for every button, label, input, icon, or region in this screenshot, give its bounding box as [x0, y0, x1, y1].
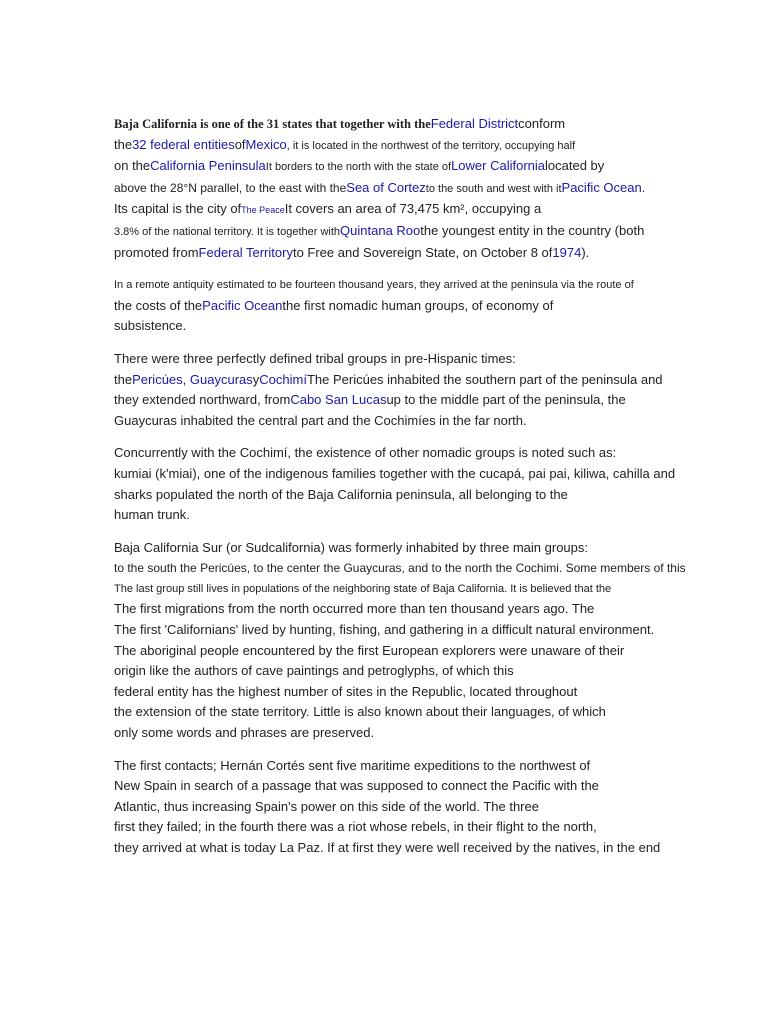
text-run: Its capital is the city of [114, 201, 242, 217]
text-run: above the 28°N parallel, to the east with the [114, 180, 347, 195]
text-line: subsistence. [114, 318, 187, 334]
link-1974[interactable]: 1974 [552, 244, 582, 260]
text-line: the extension of the state territory. Little is also known about their languages, of which [114, 704, 606, 720]
text-line: In a remote antiquity estimated to be fourteen thousand years, they arrived at the peninsula via the route of [114, 279, 634, 292]
paragraph-first-contacts [114, 756, 754, 859]
paragraph-intro [114, 114, 754, 263]
link-mexico[interactable]: Mexico [245, 136, 287, 152]
text-run: the youngest entity in the country (both [420, 222, 645, 238]
text-run: , [182, 371, 190, 387]
text-run: y [252, 371, 260, 387]
text-run: the [114, 371, 133, 387]
text-line [114, 243, 754, 264]
text-line: New Spain in search of a passage that was supposed to connect the Pacific with the [114, 778, 599, 794]
text-run: up to the middle part of the peninsula, the [386, 392, 626, 408]
document-body [114, 114, 754, 871]
text-line: sharks populated the north of the Baja California peninsula, all belonging to the [114, 486, 568, 502]
text-run: , it is located in the northwest of the territory, occupying half [286, 139, 576, 152]
text-run: to Free and Sovereign State, on October 8 of [292, 244, 553, 260]
link-federal-entities[interactable]: 32 federal entities [132, 136, 235, 152]
text-run: conform [518, 116, 566, 131]
text-line: to the south the Pericúes, to the center the Guaycuras, and to the north the Cochimi. Some members of this [114, 561, 686, 576]
text-line [114, 370, 754, 391]
link-guaycuras[interactable]: Guaycuras [189, 371, 253, 387]
text-run: The Pericúes inhabited the southern part of the peninsula and [306, 371, 663, 387]
text-run: It covers an area of 73,475 km², occupying a [284, 201, 542, 217]
text-line: federal entity has the highest number of sites in the Republic, located throughout [114, 683, 578, 699]
text-line: Guaycuras inhabited the central part and the Cochimíes in the far north. [114, 412, 527, 428]
text-run: Baja California is one of the 31 states that together with the [114, 117, 431, 131]
text-run: located by [545, 158, 605, 174]
paragraph-nomadic-groups [114, 443, 754, 525]
text-line [114, 221, 754, 243]
text-run: . [641, 180, 646, 195]
text-line: Atlantic, thus increasing Spain's power on this side of the world. The three [114, 798, 539, 814]
link-lower-california[interactable]: Lower California [451, 158, 545, 174]
paragraph-tribal-groups [114, 349, 754, 431]
link-federal-territory[interactable]: Federal Territory [198, 244, 293, 260]
text-run: the costs of the [114, 297, 203, 313]
text-line: There were three perfectly defined tribal groups in pre-Hispanic times: [114, 350, 516, 366]
link-the-peace[interactable]: The Peace [241, 205, 285, 216]
text-line: The aboriginal people encountered by the first European explorers were unaware of their [114, 642, 625, 658]
link-sea-of-cortez[interactable]: Sea of Cortez [346, 179, 426, 195]
text-line: they arrived at what is today La Paz. If at first they were well received by the natives, in the end [114, 840, 661, 855]
link-pacific-ocean[interactable]: Pacific Ocean [561, 179, 642, 195]
text-line: Concurrently with the Cochimí, the existence of other nomadic groups is noted such as: [114, 445, 617, 461]
text-line: origin like the authors of cave paintings and petroglyphs, of which this [114, 663, 514, 679]
text-run: the first nomadic human groups, of economy of [282, 297, 554, 313]
text-line [114, 199, 754, 221]
text-line [114, 178, 754, 200]
text-run: on the [114, 158, 151, 174]
text-line [114, 135, 754, 157]
text-run: to the south and west with it [425, 182, 562, 195]
text-line: first they failed; in the fourth there was a riot whose rebels, in their flight to the north, [114, 819, 597, 835]
text-line: human trunk. [114, 507, 190, 523]
text-line: The first migrations from the north occurred more than ten thousand years ago. The [114, 601, 595, 617]
text-run: ). [581, 244, 590, 260]
link-quintana-roo[interactable]: Quintana Roo [340, 222, 421, 238]
link-cabo-san-lucas[interactable]: Cabo San Lucas [290, 392, 387, 408]
text-line: The first 'Californians' lived by hunting, fishing, and gathering in a difficult natural environment. [114, 622, 655, 638]
text-run: they extended northward, from [114, 392, 291, 408]
link-cochimi[interactable]: Cochimí [259, 371, 307, 387]
text-line: Baja California Sur (or Sudcalifornia) was formerly inhabited by three main groups: [114, 539, 588, 555]
paragraph-baja-california-sur [114, 538, 754, 744]
text-line: The last group still lives in populations of the neighboring state of Baja California. It is believed that the [114, 582, 612, 595]
text-run: It borders to the north with the state of [265, 161, 452, 174]
text-run: promoted from [114, 244, 199, 260]
link-federal-district[interactable]: Federal District [430, 116, 519, 131]
text-line: only some words and phrases are preserved. [114, 725, 375, 741]
link-pacific-ocean-2[interactable]: Pacific Ocean [202, 297, 283, 313]
text-line: The first contacts; Hernán Cortés sent five maritime expeditions to the northwest of [114, 757, 591, 773]
text-run: 3.8% of the national territory. It is together with [114, 225, 341, 238]
paragraph-antiquity [114, 275, 754, 337]
text-run: of [234, 136, 246, 152]
text-line [114, 114, 754, 135]
text-line [114, 296, 754, 317]
link-pericues[interactable]: Pericúes [132, 371, 183, 387]
text-line: kumiai (k'miai), one of the indigenous families together with the cucapá, pai pai, kiliwa, cahilla and [114, 465, 676, 481]
text-line [114, 156, 754, 178]
text-run: the [114, 136, 133, 152]
link-california-peninsula[interactable]: California Peninsula [150, 158, 266, 174]
text-line [114, 390, 754, 411]
